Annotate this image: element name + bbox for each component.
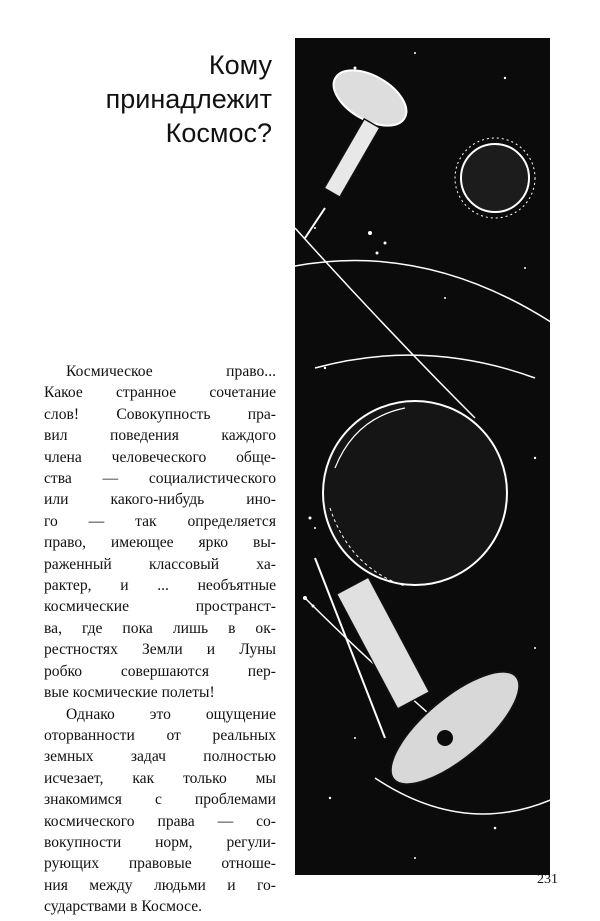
chapter-title (106, 48, 272, 150)
page-number: 231 (537, 872, 558, 887)
text-line: оторванности от реальных (44, 726, 276, 744)
text-line: знакомимся с проблемами (44, 791, 276, 809)
text-line: слов! Совокупность пра- (44, 405, 276, 423)
space-illustration (295, 38, 550, 875)
text-line: го — так определяется (44, 512, 276, 530)
space-scene-svg (295, 38, 550, 875)
text-line: вые космические полеты! (44, 684, 215, 702)
body-text (44, 361, 276, 918)
text-line: Какое странное сочетание (44, 384, 276, 402)
text-line: космические пространст- (44, 598, 276, 616)
text-line: космического права — со- (44, 812, 276, 830)
text-line: или какого-нибудь ино- (44, 491, 276, 509)
title-line-2: принадлежит (105, 84, 272, 114)
text-line: Однако это ощущение (66, 705, 276, 723)
title-line-3: Космос? (165, 118, 272, 148)
title-line-1: Кому (208, 50, 272, 80)
text-line: раженный классовый ха- (44, 555, 276, 573)
text-line: робко совершаются пер- (44, 662, 276, 680)
text-line: исчезает, как только мы (44, 769, 276, 787)
text-line: земных задач полностью (44, 748, 276, 766)
text-line: ния между людьми и го- (44, 876, 276, 894)
text-line: ва, где пока лишь в ок- (44, 619, 276, 637)
large-planet (323, 401, 507, 586)
text-line: рующих правовые отноше- (44, 855, 276, 873)
text-line: Космическое право... (66, 363, 276, 380)
text-line: ства — социалистического (44, 470, 276, 488)
text-line: сударствами в Космосе. (44, 898, 203, 916)
text-line: право, имеющее ярко вы- (44, 534, 276, 552)
text-line: вил поведения каждого (44, 427, 276, 445)
text-line: члена человеческого обще- (44, 448, 276, 466)
text-line: вокупности норм, регули- (44, 833, 276, 851)
text-line: рактер, и ... необъятные (44, 577, 276, 595)
text-line: рестностях Земли и Луны (44, 641, 276, 659)
